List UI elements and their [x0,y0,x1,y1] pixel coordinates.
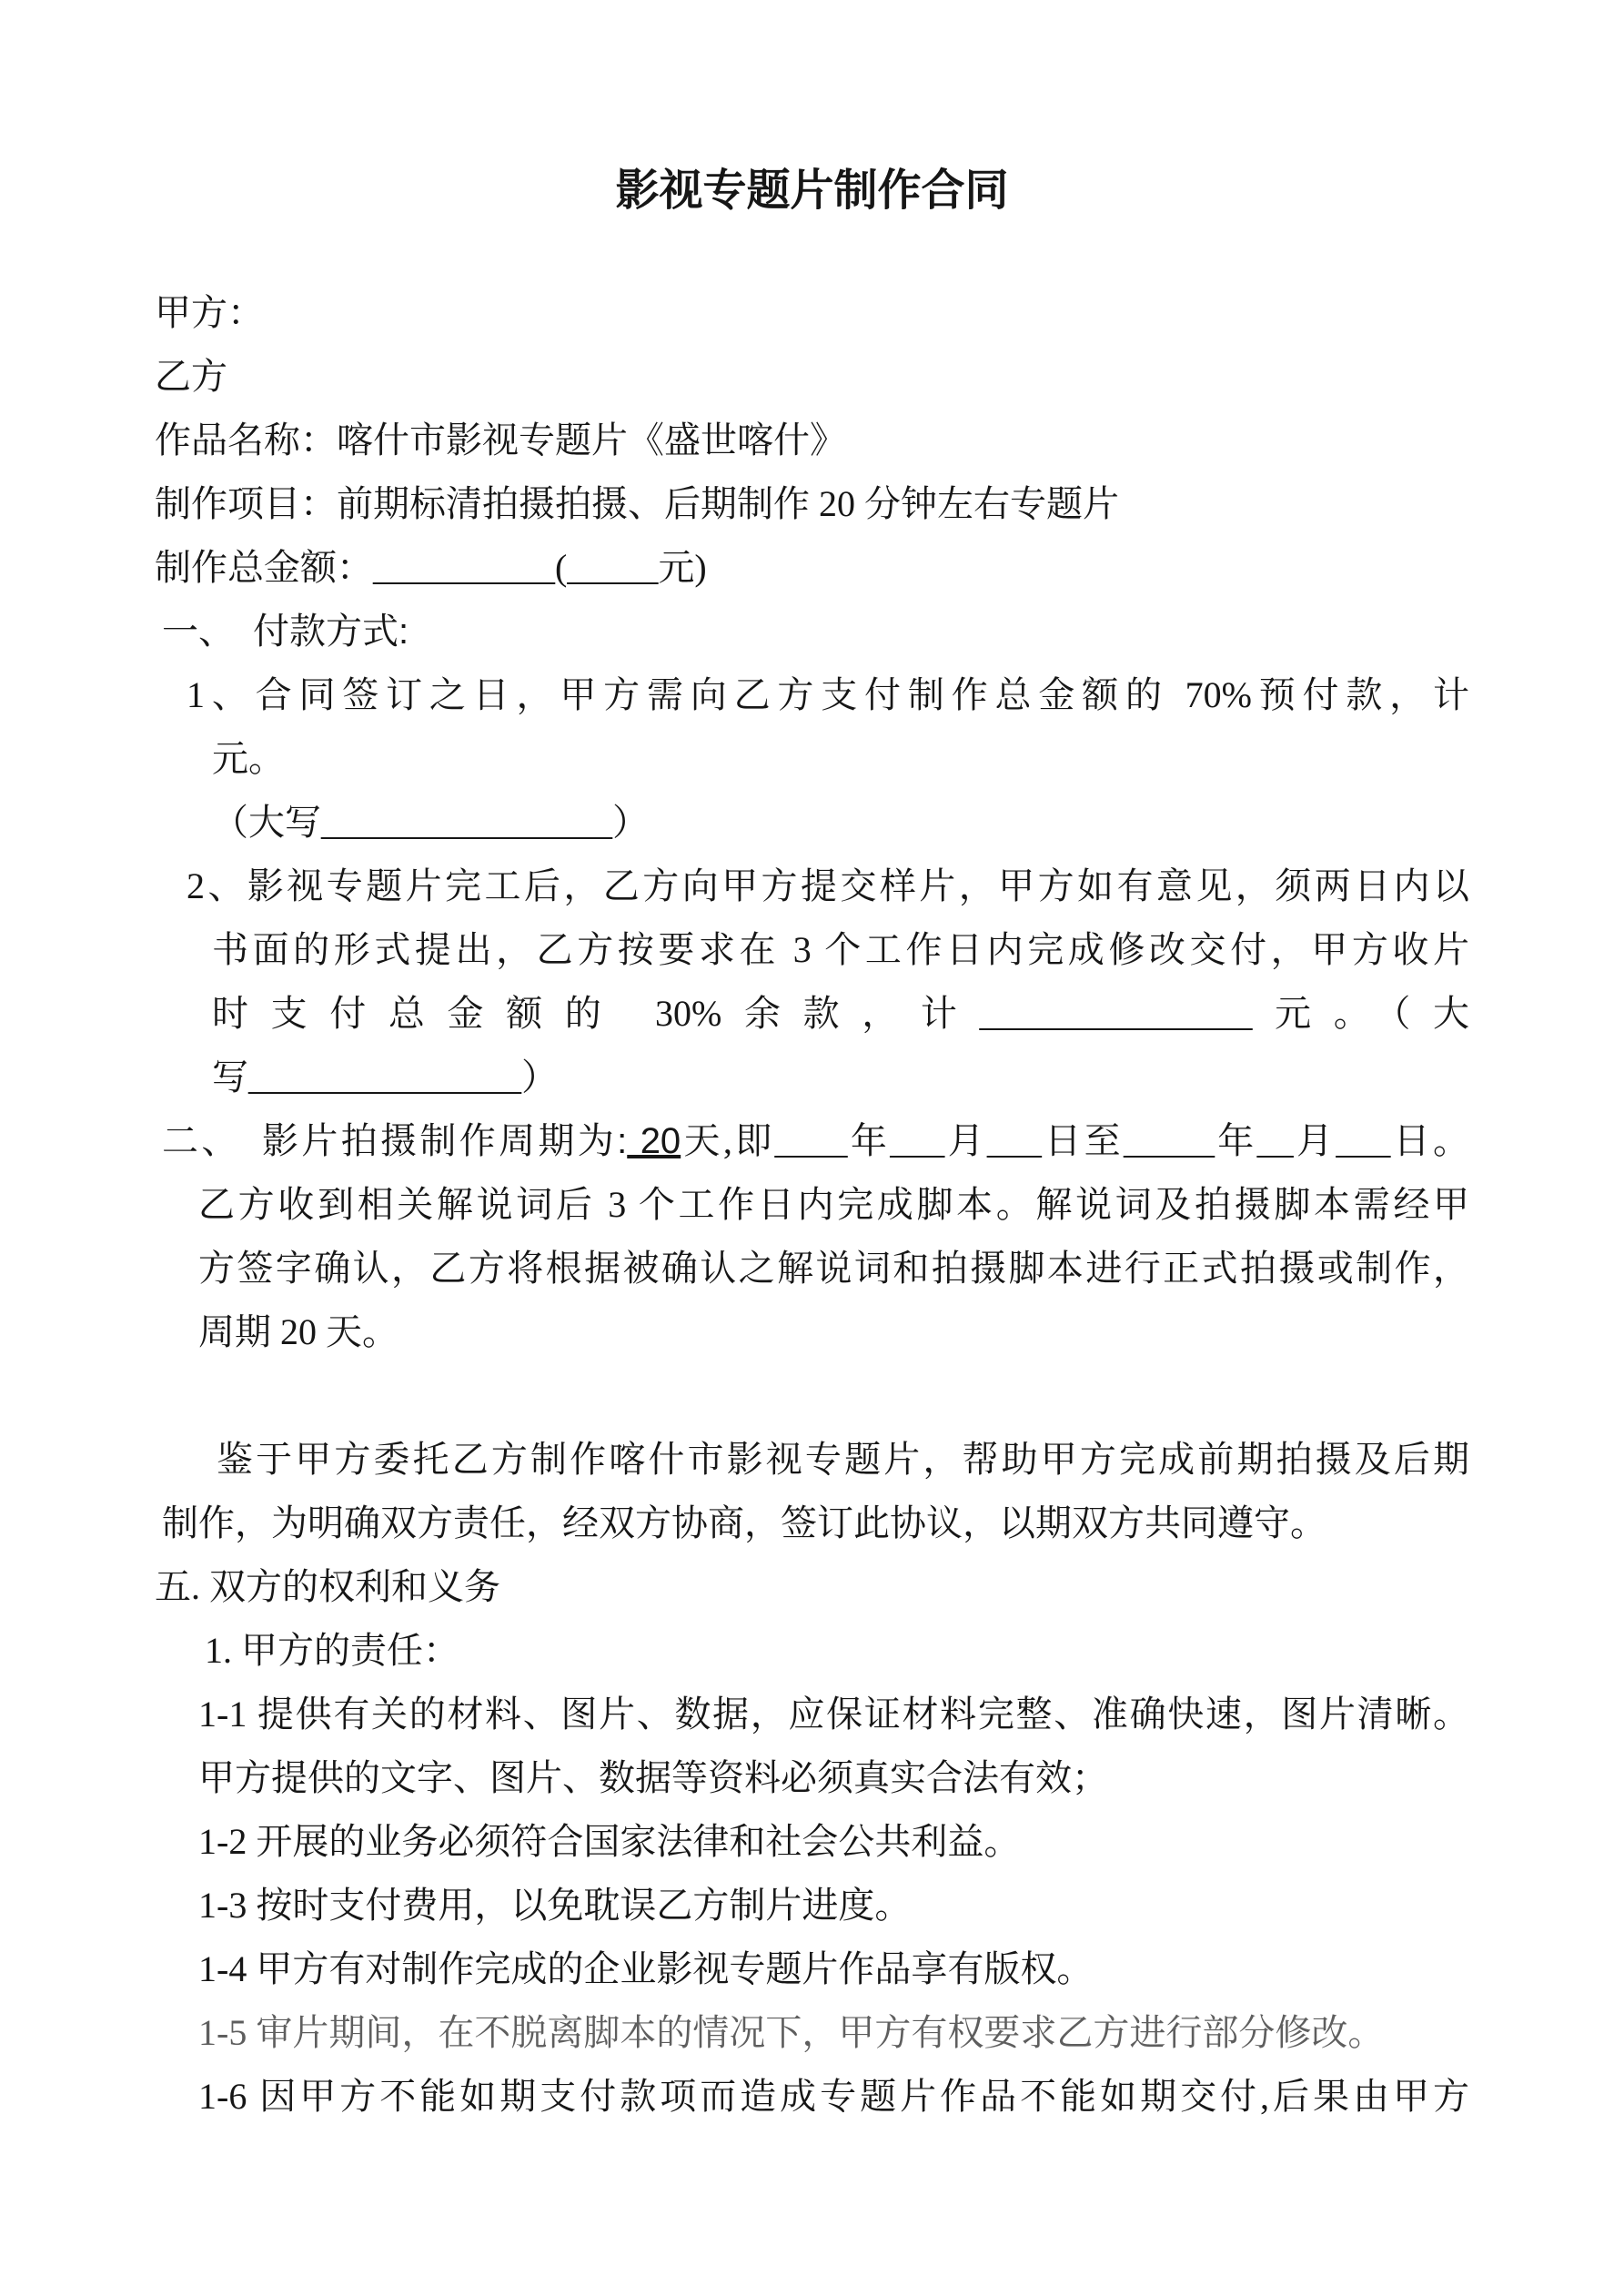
blank-line [155,1364,1469,1428]
line-duty-1-3: 1-3 按时支付费用，以免耽误乙方制片进度。 [198,1885,912,1926]
line-payment-clause-2-capital-blank: 写_______________） [212,1057,558,1097]
cycle-heading-text: 二、 影片拍摄制作周期为: [162,1121,628,1161]
line-duty-1-1a: 1-1 提供有关的材料、图片、数据，应保证材料完整、准确快速，图片清晰。 [198,1694,1469,1735]
cycle-date-blanks: 天,即____年___月___日至_____年__月___日。 [681,1120,1470,1161]
line-duty-1-2: 1-2 开展的业务必须符合国家法律和社会公共利益。 [198,1821,1021,1862]
line-duty-1-4: 1-4 甲方有对制作完成的企业影视专题片作品享有版权。 [198,1948,1094,1989]
line-cycle-detail-3: 周期 20 天。 [198,1311,398,1352]
heading-payment-method: 一、 付款方式: [162,612,409,652]
line-duty-1-5: 1-5 审片期间，在不脱离脚本的情况下，甲方有权要求乙方进行部分修改。 [198,2012,1385,2053]
line-party-b: 乙方 [155,356,227,397]
heading-party-a-duty: 1. 甲方的责任： [205,1630,459,1671]
line-payment-clause-1-yuan: 元。 [212,738,285,779]
line-payment-clause-2b: 书面的形式提出，乙方按要求在 3 个工作日内完成修改交付，甲方收片 [212,929,1469,970]
heading-production-cycle [155,1109,1469,1173]
line-party-a: 甲方： [155,292,264,333]
cycle-days-value: 20 [627,1121,681,1161]
line-payment-clause-2c: 时支付总金额的 30%余款，计_______________元。（大 [212,993,1469,1034]
line-work-title: 作品名称：喀什市影视专题片《盛世喀什》 [155,420,846,460]
line-preamble-1: 鉴于甲方委托乙方制作喀什市影视专题片，帮助甲方完成前期拍摄及后期 [217,1439,1469,1480]
line-duty-1-6: 1-6 因甲方不能如期支付款项而造成专题片作品不能如期交付,后果由甲方 [198,2076,1469,2117]
line-duty-1-1b: 甲方提供的文字、图片、数据等资料必须真实合法有效； [198,1757,1108,1798]
line-cycle-detail-2: 方签字确认，乙方将根据被确认之解说词和拍摄脚本进行正式拍摄或制作， [198,1248,1469,1289]
document-title: 影视专题片制作合同 [615,167,1009,215]
line-payment-clause-1-capital-blank: （大写________________） [212,802,649,843]
line-production-item: 制作项目：前期标清拍摄拍摄、后期制作 20 分钟左右专题片 [155,483,1119,524]
line-preamble-2: 制作，为明确双方责任，经双方协商，签订此协议，以期双方共同遵守。 [162,1502,1326,1543]
line-total-amount-blank: 制作总金额：__________(_____元) [155,547,707,588]
heading-rights-obligations: 五. 双方的权利和义务 [155,1566,500,1607]
line-cycle-detail-1: 乙方收到相关解说词后 3 个工作日内完成脚本。解说词及拍摄脚本需经甲 [198,1184,1469,1225]
line-payment-clause-1: 1、合同签订之日，甲方需向乙方支付制作总金额的 70%预付款，计 [187,674,1469,715]
line-payment-clause-2a: 2、影视专题片完工后，乙方向甲方提交样片，甲方如有意见，须两日内以 [187,865,1469,906]
